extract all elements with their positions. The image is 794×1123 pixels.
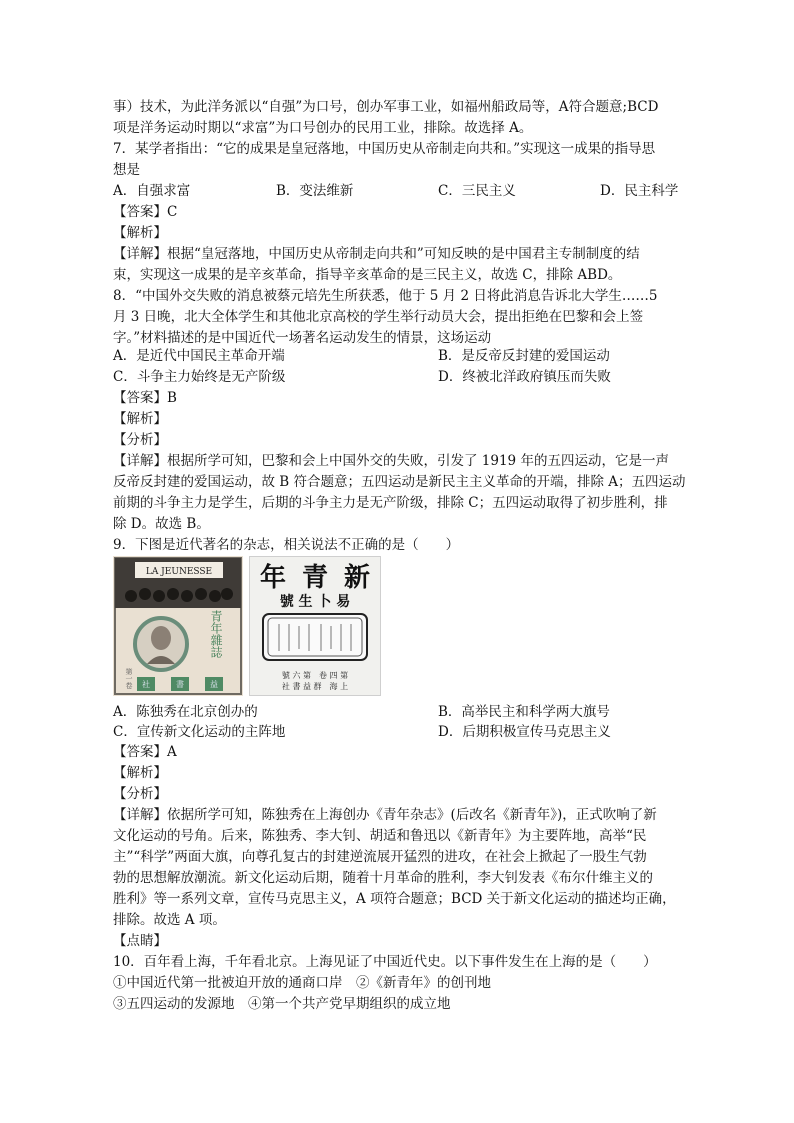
q7-option-c: C．三民主义	[438, 183, 516, 199]
q7-answer: 【答案】C	[113, 204, 178, 220]
q9-option-c: C．宣传新文化运动的主阵地	[113, 724, 286, 740]
q9-option-d: D．后期积极宣传马克思主义	[438, 724, 611, 740]
q9-option-a: A．陈独秀在北京创办的	[113, 704, 258, 720]
q7-stem-line-1: 7．某学者指出：“它的成果是皇冠落地，中国历史从帝制走向共和。”实现这一成果的指导思	[113, 141, 656, 157]
cover1-banner-text: LA JEUNESSE	[145, 567, 213, 577]
q7-option-d: D．民主科学	[600, 183, 679, 199]
cover2-title-char-2: 青	[301, 563, 329, 593]
q7-detail-line-2: 束，实现这一成果的是辛亥革命，指导辛亥革命的是三民主义，故选 C，排除 ABD。	[113, 267, 622, 283]
cover2-subtitle: 號 生 卜 易	[279, 594, 351, 610]
q8-fenxi-heading: 【分析】	[113, 432, 167, 448]
cover2-publisher-line: 社 書 益 群 海 上	[281, 682, 349, 691]
q9-detail-line-6: 排除。故选 A 项。	[113, 912, 226, 928]
q7-option-a: A．自强求富	[113, 183, 191, 199]
q8-option-b: B．是反帝反封建的爱国运动	[438, 348, 610, 364]
q7-stem-line-2: 想是	[113, 162, 140, 178]
q10-stem: 10．百年看上海，千年看北京。上海见证了中国近代史。以下事件发生在上海的是（ ）	[113, 954, 657, 970]
magazine-cover-qingnian-zazhi	[113, 556, 243, 696]
q9-dianjing-heading: 【点睛】	[113, 933, 167, 949]
cover1-volume-label: 第一卷	[125, 668, 133, 689]
q8-detail-line-4: 除 D。故选 B。	[113, 516, 210, 532]
q8-option-a: A．是近代中国民主革命开端	[113, 348, 285, 364]
q8-option-c: C．斗争主力始终是无产阶级	[113, 369, 286, 385]
cover1-vertical-title: 青年雜誌	[209, 610, 223, 658]
q7-analysis-heading: 【解析】	[113, 225, 167, 241]
q9-detail-line-4: 勃的思想解放潮流。新文化运动后期，随着十月革命的胜利，李大钊发表《布尔什维主义的	[113, 870, 653, 886]
q9-answer: 【答案】A	[113, 744, 177, 760]
cover2-title-char-1: 年	[259, 563, 287, 593]
q9-detail-line-5: 胜利》等一系列文章，宣传马克思主义，A 项符合题意；BCD 关于新文化运动的描述均正确，	[113, 891, 676, 907]
q9-option-b: B．高举民主和科学两大旗号	[438, 704, 610, 720]
cover1-box-3: 益	[210, 680, 218, 689]
q7-option-b: B．变法维新	[276, 183, 354, 199]
q10-items-line-1: ①中国近代第一批被迫开放的通商口岸 ②《新青年》的创刊地	[113, 975, 491, 991]
q9-analysis-heading: 【解析】	[113, 765, 167, 781]
q9-fenxi-heading: 【分析】	[113, 786, 167, 802]
q9-detail-line-3: 主”“科学”两面大旗，向尊孔复古的封建逆流展开猛烈的进攻，在社会上掀起了一股生气勃	[113, 849, 647, 865]
cover1-box-1: 社	[142, 680, 150, 689]
magazine-cover-xin-qingnian	[249, 556, 381, 696]
q8-stem-line-1: 8．“中国外交失败的消息被蔡元培先生所获悉，他于 5 月 2 日将此消息告诉北大学生……5	[113, 288, 658, 304]
q8-stem-line-2: 月 3 日晚，北大全体学生和其他北京高校的学生举行动员大会，提出拒绝在巴黎和会上签	[113, 309, 644, 325]
q9-detail-line-2: 文化运动的号角。后来，陈独秀、李大钊、胡适和鲁迅以《新青年》为主要阵地，高举“民	[113, 828, 647, 844]
q8-analysis-heading: 【解析】	[113, 411, 167, 427]
q9-detail-line-1: 【详解】依据所学可知，陈独秀在上海创办《青年杂志》(后改名《新青年》)，正式吹响了新	[113, 807, 657, 823]
q8-option-d: D．终被北洋政府镇压而失败	[438, 369, 611, 385]
cover2-title-char-3: 新	[343, 563, 371, 593]
q8-answer: 【答案】B	[113, 390, 177, 406]
q7-detail-line-1: 【详解】根据“皇冠落地，中国历史从帝制走向共和”可知反映的是中国君主专制制度的结	[113, 246, 640, 262]
q9-stem: 9．下图是近代著名的杂志，相关说法不正确的是（ ）	[113, 537, 460, 553]
prev-answer-line-2: 项是洋务运动时期以“求富”为口号创办的民用工业，排除。故选择 A。	[113, 120, 533, 136]
q10-items-line-2: ③五四运动的发源地 ④第一个共产党早期组织的成立地	[113, 996, 451, 1012]
q8-detail-line-1: 【详解】根据所学可知，巴黎和会上中国外交的失败，引发了 1919 年的五四运动，它是一声	[113, 453, 669, 469]
q8-detail-line-3: 前期的斗争主力是学生，后期的斗争主力是无产阶级，排除 C；五四运动取得了初步胜利，排	[113, 495, 668, 511]
q8-detail-line-2: 反帝反封建的爱国运动，故 B 符合题意；五四运动是新民主主义革命的开端，排除 A；五四运动	[113, 474, 686, 490]
cover2-issue-line: 號 六 第 卷 四 第	[281, 671, 349, 680]
cover1-box-2: 書	[176, 680, 184, 689]
prev-answer-line-1: 事）技术，为此洋务派以“自强”为口号，创办军事工业，如福州船政局等，A符合题意;BCD	[113, 99, 659, 115]
q8-stem-line-3: 字。”材料描述的是中国近代一场著名运动发生的情景，这场运动	[113, 330, 492, 346]
